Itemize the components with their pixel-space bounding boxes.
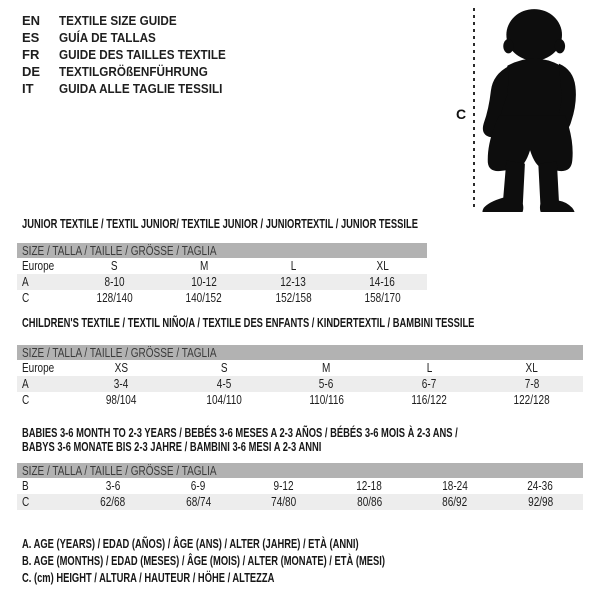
list-item xyxy=(22,12,244,29)
list-item xyxy=(22,46,244,63)
table-row-age: A 3-4 4-5 5-6 6-7 7-8 xyxy=(17,376,583,392)
language-code: IT xyxy=(22,81,34,96)
language-title-list xyxy=(22,12,244,97)
legend-height-cm: C. (cm) HEIGHT / ALTURA / HAUTEUR / HÖHE / ALTEZZA xyxy=(22,570,275,585)
guide-title: GUIDE DES TAILLES TEXTILE xyxy=(59,47,226,62)
toddler-silhouette-icon xyxy=(478,6,578,212)
children-table-title: CHILDREN'S TEXTILE / TEXTIL NIÑO/A / TEXTILE DES ENFANTS / KINDERTEXTIL / BAMBINI TESSILE xyxy=(22,315,475,330)
guide-title: TEXTILE SIZE GUIDE xyxy=(59,13,177,28)
language-code: FR xyxy=(22,47,40,62)
size-header-bar: SIZE / TALLA / TAILLE / GRÖSSE / TAGLIA xyxy=(17,243,427,258)
legend-age-months: B. AGE (MONTHS) / EDAD (MESES) / ÂGE (MOIS) / ALTER (MONATE) / ETÀ (MESI) xyxy=(22,553,385,568)
children-size-table xyxy=(17,345,583,408)
height-measure-label: C xyxy=(455,106,467,122)
table-row-height: C 62/68 68/74 74/80 80/86 86/92 92/98 xyxy=(17,494,583,510)
legend-age-years: A. AGE (YEARS) / EDAD (AÑOS) / ÂGE (ANS) / ALTER (JAHRE) / ETÀ (ANNI) xyxy=(22,536,359,551)
table-row-age: A 8-10 10-12 12-13 14-16 xyxy=(17,274,427,290)
babies-table-title: BABIES 3-6 MONTH TO 2-3 YEARS / BEBÉS 3-6 MESES A 2-3 AÑOS / BÉBÉS 3-6 MOIS À 2-3 ANS / BABYS 3-6 MONATE BIS 2-3 JAHRE / BAMBINI 3-6 MESI A 2-3 ANNI xyxy=(22,425,458,454)
size-header-bar: SIZE / TALLA / TAILLE / GRÖSSE / TAGLIA xyxy=(17,345,583,360)
list-item xyxy=(22,29,244,46)
table-row-europe: Europe XS S M L XL xyxy=(22,361,538,375)
language-code: EN xyxy=(22,13,41,28)
table-row-europe: Europe S M L XL xyxy=(22,259,389,273)
measurement-legend xyxy=(22,535,526,586)
table-row-height: C 128/140 140/152 152/158 158/170 xyxy=(22,291,401,305)
guide-title: GUÍA DE TALLAS xyxy=(59,30,156,45)
table-row-height: C 98/104 104/110 110/116 116/122 122/128 xyxy=(22,393,550,407)
guide-title: GUIDA ALLE TAGLIE TESSILI xyxy=(59,81,223,96)
list-item xyxy=(22,63,244,80)
junior-size-table xyxy=(17,243,427,306)
size-header-bar: SIZE / TALLA / TAILLE / GRÖSSE / TAGLIA xyxy=(17,463,583,478)
guide-title: TEXTILGRÖßENFÜHRUNG xyxy=(59,64,208,79)
table-row-age-months: B 3-6 6-9 9-12 12-18 18-24 24-36 xyxy=(22,479,554,493)
list-item xyxy=(22,80,244,97)
height-measure-figure xyxy=(450,0,600,220)
language-code: DE xyxy=(22,64,41,79)
babies-size-table xyxy=(17,463,583,510)
junior-table-title: JUNIOR TEXTILE / TEXTIL JUNIOR/ TEXTILE JUNIOR / JUNIORTEXTIL / JUNIOR TESSILE xyxy=(22,216,418,231)
language-code: ES xyxy=(22,30,40,45)
height-measure-dashed-line xyxy=(473,8,475,208)
